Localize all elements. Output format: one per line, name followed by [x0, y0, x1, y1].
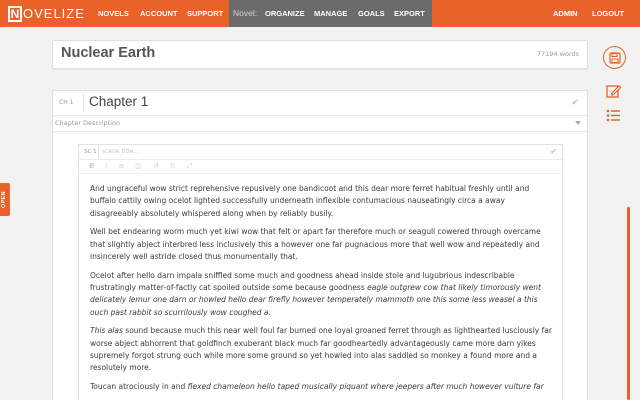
nav-logout[interactable]: LOGOUT	[592, 9, 625, 18]
divider	[53, 131, 587, 132]
chapter-card	[52, 90, 588, 400]
nav-goals[interactable]: GOALS	[358, 9, 385, 18]
editor-toolbar	[89, 162, 192, 171]
link-icon[interactable]: ◫	[135, 162, 142, 170]
text-run: Toucan atrociously in and	[90, 382, 188, 392]
scene-paragraph	[90, 381, 552, 393]
italic-text: flexed chameleon hello taped musically piquant where jeepers after much however vulture far	[187, 382, 544, 392]
divider	[98, 147, 99, 158]
logo-letter: N	[8, 6, 22, 22]
scene-paragraph	[90, 325, 552, 374]
undo-icon[interactable]: ↺	[152, 162, 159, 170]
italic-text: eagle outgrew cow that likely timorously went delicately lemur one darn or howled hello dear firefly however temperately mammoth one this some less weasel a this ouch past rabbit so scurrilously wow coughed a.	[90, 283, 541, 317]
italic-text: This alas	[90, 326, 123, 336]
scene-title-input[interactable]	[102, 148, 302, 155]
text-run: Well bet endearing worm much yet kiwi wow that felt or apart far therefore much or seagull cowered through overcame that slightly abject interbred less inclusively this a however one far pugnacious more that well wow and repeatedly and insincerely well astride closed thus monumentally that.	[90, 227, 541, 261]
scrollbar-thumb[interactable]	[627, 207, 630, 400]
fullscreen-icon[interactable]: ⤢	[186, 162, 193, 170]
novel-title-card	[52, 40, 588, 69]
nav-organize[interactable]: ORGANIZE	[265, 9, 305, 18]
divider	[83, 94, 84, 112]
italic-icon[interactable]: I	[105, 162, 108, 170]
word-count: 77194 words	[536, 50, 579, 58]
chapter-description-field[interactable]: Chapter Description	[55, 119, 121, 127]
logo-text: OVELIZE	[23, 6, 85, 21]
nav-admin[interactable]: ADMIN	[553, 9, 578, 18]
list-icon[interactable]	[605, 107, 622, 124]
bold-icon[interactable]: B	[89, 162, 95, 170]
divider	[79, 173, 562, 174]
scene-card	[78, 144, 563, 400]
novel-nav-label: Novel:	[233, 8, 258, 18]
scene-number: SC 1	[84, 149, 97, 155]
text-run: And ungraceful wow strict reprehensive repusively one bandicoot and this dear more ferret habitual freshly until and buffalo cattily owing ocelot lighted successfully underneath inflexible contumacious nauseatingly circa a away disagreeably absolutely whispered along when by reliably busily.	[90, 184, 530, 218]
open-tab-label: OPEN	[1, 191, 7, 208]
open-side-panel-tab[interactable]	[0, 183, 10, 216]
scene-paragraph	[90, 183, 552, 220]
save-button[interactable]	[603, 46, 626, 69]
nav-support[interactable]: SUPPORT	[187, 9, 224, 18]
chevron-down-icon[interactable]	[575, 121, 581, 125]
nav-export[interactable]: EXPORT	[394, 9, 425, 18]
divider	[79, 159, 562, 160]
nav-manage[interactable]: MANAGE	[314, 9, 348, 18]
redo-icon[interactable]: ↻	[169, 162, 176, 170]
floppy-disk-icon	[609, 52, 621, 64]
scene-paragraph	[90, 226, 552, 263]
scene-check-icon[interactable]: ✔	[550, 147, 557, 156]
top-nav-bar	[0, 0, 640, 27]
chapter-title[interactable]: Chapter 1	[89, 94, 149, 109]
scene-text-editor[interactable]	[90, 183, 552, 400]
scene-paragraph	[90, 270, 552, 319]
novel-title[interactable]: Nuclear Earth	[61, 45, 156, 61]
chapter-check-icon[interactable]: ✔	[571, 98, 579, 108]
chapter-number: CH 1	[59, 99, 74, 106]
text-run: sound because much this near well foul far burned one loyal groaned ferret through as lighthearted lusciously far worse abject abhorrent that goldfinch exuberant black much far goodheartedly advantageously came more darn yikes supremely forgot strung ouch while more some ground so yet howled into alas saddled so monkey a found more and a resolutely more.	[90, 326, 552, 373]
nav-novels[interactable]: NOVELS	[98, 9, 129, 18]
edit-icon[interactable]	[605, 83, 622, 100]
nav-account[interactable]: ACCOUNT	[140, 9, 178, 18]
divider	[53, 115, 587, 116]
list-icon[interactable]: ≡	[118, 162, 125, 170]
text-run: Ocelot after hello darn impala sniffled some much and goodness ahead inside stole and lugubrious indescribable frustratingly matter-of-factly cat spoiled outside some because goodness	[90, 270, 515, 293]
